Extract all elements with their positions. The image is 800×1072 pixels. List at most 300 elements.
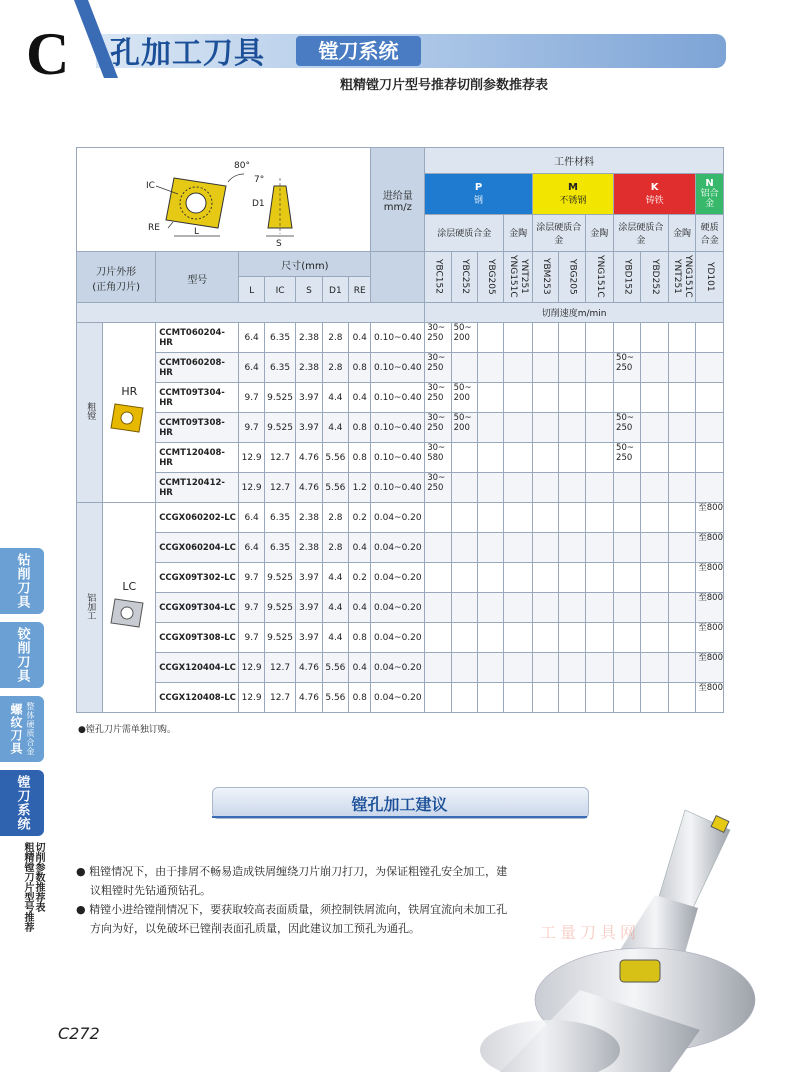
feed-value: 0.10~0.40 bbox=[371, 353, 425, 383]
speed-cell bbox=[478, 443, 504, 473]
speed-cell bbox=[478, 413, 504, 443]
speed-cell bbox=[585, 683, 613, 713]
speed-cell bbox=[668, 593, 695, 623]
diagram-l-label: L bbox=[193, 227, 199, 237]
speed-cell bbox=[559, 533, 585, 563]
speed-cell bbox=[559, 653, 585, 683]
speed-cell bbox=[425, 533, 451, 563]
group-n: N 铝合金 bbox=[696, 173, 724, 214]
speed-cell bbox=[559, 503, 585, 533]
speed-cell bbox=[559, 563, 585, 593]
speed-cell bbox=[696, 353, 724, 383]
dim-d1: 2.8 bbox=[322, 323, 348, 353]
speed-cell bbox=[585, 353, 613, 383]
speed-cell bbox=[641, 443, 668, 473]
speed-cell bbox=[425, 593, 451, 623]
dim-s: 4.76 bbox=[296, 653, 322, 683]
speed-cell bbox=[614, 473, 641, 503]
watermark-text: 工量刀具网 bbox=[540, 923, 641, 942]
diagram-s-label: S bbox=[275, 239, 282, 248]
dim-l: 9.7 bbox=[239, 383, 264, 413]
diagram-ic-label: IC bbox=[145, 181, 155, 191]
subgroup-k-carbide: 涂层硬质合金 bbox=[614, 214, 669, 251]
dim-l: 6.4 bbox=[239, 533, 264, 563]
speed-cell bbox=[504, 503, 532, 533]
shape-header: 刀片外形 (正角刀片) bbox=[77, 252, 156, 305]
dim-ic: 6.35 bbox=[264, 503, 295, 533]
speed-cell bbox=[668, 503, 695, 533]
speed-cell bbox=[641, 383, 668, 413]
dim-header: D1 bbox=[322, 277, 348, 305]
speed-cell bbox=[451, 503, 477, 533]
speed-cell bbox=[668, 383, 695, 413]
speed-cell bbox=[614, 563, 641, 593]
dim-l: 12.9 bbox=[239, 683, 264, 713]
speed-cell: 30~ 250 bbox=[425, 353, 451, 383]
speed-cell bbox=[585, 443, 613, 473]
speed-header: 切削速度m/min bbox=[425, 303, 724, 323]
dim-d1: 4.4 bbox=[322, 623, 348, 653]
dim-s: 3.97 bbox=[296, 593, 322, 623]
table-row bbox=[77, 323, 724, 353]
speed-cell bbox=[559, 323, 585, 353]
speed-cell bbox=[668, 443, 695, 473]
grade-header: YBD252 bbox=[641, 252, 668, 305]
speed-cell bbox=[425, 503, 451, 533]
model-code: CCMT060208-HR bbox=[156, 353, 239, 383]
speed-cell bbox=[641, 683, 668, 713]
subgroup-p-cermet: 金陶 bbox=[504, 214, 532, 251]
dim-re: 0.8 bbox=[349, 623, 371, 653]
advice-title: 镗孔加工建议 bbox=[351, 795, 448, 814]
dim-s: 3.97 bbox=[296, 563, 322, 593]
speed-cell bbox=[559, 473, 585, 503]
speed-cell bbox=[585, 563, 613, 593]
speed-cell bbox=[532, 683, 558, 713]
table-row bbox=[77, 623, 724, 653]
dim-ic: 9.525 bbox=[264, 413, 295, 443]
speed-cell bbox=[451, 473, 477, 503]
speed-cell bbox=[585, 473, 613, 503]
speed-cell bbox=[668, 413, 695, 443]
speed-cell bbox=[532, 593, 558, 623]
speed-cell bbox=[559, 683, 585, 713]
table-row bbox=[77, 563, 724, 593]
dim-re: 0.8 bbox=[349, 353, 371, 383]
insert-dimension-diagram bbox=[78, 148, 370, 248]
speed-cell bbox=[478, 563, 504, 593]
speed-cell bbox=[585, 383, 613, 413]
speed-cell: 50~ 200 bbox=[451, 323, 477, 353]
speed-cell bbox=[478, 653, 504, 683]
insert-parameter-table bbox=[76, 147, 724, 305]
feed-value: 0.04~0.20 bbox=[371, 533, 425, 563]
feed-value: 0.04~0.20 bbox=[371, 683, 425, 713]
grade-header: YBM253 bbox=[532, 252, 558, 305]
chapter-letter: C bbox=[26, 21, 70, 87]
speed-cell bbox=[504, 683, 532, 713]
subgroup-k-cermet: 金陶 bbox=[668, 214, 695, 251]
dim-l: 12.9 bbox=[239, 653, 264, 683]
feed-value: 0.10~0.40 bbox=[371, 413, 425, 443]
speed-cell bbox=[425, 623, 451, 653]
feed-value: 0.04~0.20 bbox=[371, 563, 425, 593]
side-tab-drilling[interactable]: 钻削刀具 bbox=[0, 548, 44, 614]
table-row bbox=[77, 533, 724, 563]
dim-s: 2.38 bbox=[296, 353, 322, 383]
speed-cell bbox=[451, 683, 477, 713]
speed-cell bbox=[614, 623, 641, 653]
speed-cell bbox=[614, 383, 641, 413]
speed-cell bbox=[614, 503, 641, 533]
speed-cell bbox=[585, 323, 613, 353]
speed-cell bbox=[504, 623, 532, 653]
speed-cell bbox=[478, 323, 504, 353]
speed-cell bbox=[451, 653, 477, 683]
speed-cell bbox=[532, 653, 558, 683]
speed-cell: 50~ 250 bbox=[614, 443, 641, 473]
dim-l: 6.4 bbox=[239, 323, 264, 353]
model-code: CCGX120404-LC bbox=[156, 653, 239, 683]
subgroup-m-cermet: 金陶 bbox=[585, 214, 613, 251]
speed-cell bbox=[425, 653, 451, 683]
speed-cell: 30~ 580 bbox=[425, 443, 451, 473]
speed-cell bbox=[451, 593, 477, 623]
dim-s: 2.38 bbox=[296, 533, 322, 563]
dim-l: 6.4 bbox=[239, 503, 264, 533]
model-code: CCMT09T308-HR bbox=[156, 413, 239, 443]
dim-re: 0.2 bbox=[349, 563, 371, 593]
dim-s: 3.97 bbox=[296, 413, 322, 443]
dim-l: 9.7 bbox=[239, 413, 264, 443]
dim-l: 12.9 bbox=[239, 443, 264, 473]
grade-header: YNT251 YNG151C bbox=[504, 252, 532, 305]
dim-ic: 9.525 bbox=[264, 623, 295, 653]
speed-cell bbox=[532, 323, 558, 353]
footnote: ●镗孔刀片需单独订购。 bbox=[78, 725, 176, 735]
insert-shape-hr: HR bbox=[103, 323, 156, 503]
speed-cell bbox=[614, 533, 641, 563]
speed-cell: 30~ 250 bbox=[425, 473, 451, 503]
speed-cell: 至800 bbox=[696, 683, 724, 713]
speed-cell bbox=[478, 383, 504, 413]
speed-cell bbox=[641, 623, 668, 653]
speed-cell bbox=[614, 653, 641, 683]
speed-cell bbox=[668, 533, 695, 563]
group-k: K 铸铁 bbox=[614, 173, 696, 214]
advice-bullet-1: ● 粗镗情况下，由于排屑不畅易造成铁屑缠绕刀片崩刀打刀，为保证粗镗孔安全加工，建 议粗镗时先钻通预钻孔。 bbox=[76, 865, 508, 897]
speed-cell bbox=[451, 533, 477, 563]
speed-cell bbox=[668, 323, 695, 353]
speed-cell bbox=[504, 653, 532, 683]
speed-cell bbox=[504, 443, 532, 473]
grade-header: YD101 bbox=[696, 252, 724, 305]
speed-cell bbox=[532, 563, 558, 593]
speed-cell: 至800 bbox=[696, 623, 724, 653]
speed-cell bbox=[532, 353, 558, 383]
dim-d1: 4.4 bbox=[322, 413, 348, 443]
bullet-dot: ● bbox=[76, 865, 90, 878]
speed-cell: 30~ 250 bbox=[425, 383, 451, 413]
speed-cell bbox=[641, 503, 668, 533]
speed-cell bbox=[559, 413, 585, 443]
dim-d1: 5.56 bbox=[322, 653, 348, 683]
speed-cell bbox=[641, 413, 668, 443]
speed-cell bbox=[641, 323, 668, 353]
speed-cell: 至800 bbox=[696, 533, 724, 563]
speed-cell bbox=[614, 683, 641, 713]
dim-ic: 6.35 bbox=[264, 533, 295, 563]
feed-value: 0.10~0.40 bbox=[371, 323, 425, 353]
dim-header: S bbox=[296, 277, 322, 305]
diagram-d1-label: D1 bbox=[251, 199, 265, 209]
feed-value: 0.04~0.20 bbox=[371, 503, 425, 533]
dim-l: 6.4 bbox=[239, 353, 264, 383]
page-number: C272 bbox=[58, 1024, 100, 1043]
speed-cell bbox=[478, 473, 504, 503]
dim-l: 9.7 bbox=[239, 593, 264, 623]
speed-cell bbox=[668, 653, 695, 683]
speed-cell bbox=[559, 593, 585, 623]
speed-cell: 30~ 250 bbox=[425, 323, 451, 353]
dim-l: 9.7 bbox=[239, 623, 264, 653]
side-subtitle: 切削参数推荐表 粗精镗刀片型号推荐 bbox=[22, 842, 44, 932]
material-header: 工件材料 bbox=[425, 148, 724, 174]
speed-cell bbox=[504, 473, 532, 503]
subgroup-p-carbide: 涂层硬质合金 bbox=[425, 214, 504, 251]
dim-ic: 12.7 bbox=[264, 683, 295, 713]
dim-header: L bbox=[239, 277, 264, 305]
speed-cell bbox=[478, 353, 504, 383]
speed-cell bbox=[478, 623, 504, 653]
bullet-dot: ● bbox=[76, 903, 90, 916]
speed-cell bbox=[696, 473, 724, 503]
model-code: CCMT060204-HR bbox=[156, 323, 239, 353]
table-row bbox=[77, 383, 724, 413]
speed-cell bbox=[641, 593, 668, 623]
speed-cell bbox=[641, 653, 668, 683]
dim-ic: 12.7 bbox=[264, 473, 295, 503]
speed-cell bbox=[668, 353, 695, 383]
insert-shape-lc: LC bbox=[103, 503, 156, 713]
dim-re: 0.4 bbox=[349, 383, 371, 413]
feed-value: 0.04~0.20 bbox=[371, 593, 425, 623]
speed-cell: 50~ 250 bbox=[614, 353, 641, 383]
model-code: CCGX060202-LC bbox=[156, 503, 239, 533]
speed-cell bbox=[585, 593, 613, 623]
table-row bbox=[77, 653, 724, 683]
group-p: P 钢 bbox=[425, 173, 533, 214]
subgroup-m-carbide: 涂层硬质合金 bbox=[532, 214, 585, 251]
dim-ic: 9.525 bbox=[264, 383, 295, 413]
speed-cell: 30~ 250 bbox=[425, 413, 451, 443]
advice-bullet-2: ● 精镗小进给镗削情况下，要获取较高表面质量，须控制铁屑流向，铁屑宜流向未加工孔 方向为好，以免破坏已镗削表面孔质量，因此建议加工预孔为通孔。 bbox=[76, 903, 508, 935]
side-tab-threading[interactable]: 螺纹刀具 整体硬质合金 bbox=[0, 696, 44, 762]
model-code: CCMT120408-HR bbox=[156, 443, 239, 473]
dim-re: 0.4 bbox=[349, 323, 371, 353]
speed-cell bbox=[532, 473, 558, 503]
feed-header-spacer bbox=[371, 252, 425, 305]
dim-re: 1.2 bbox=[349, 473, 371, 503]
model-header: 型号 bbox=[156, 252, 239, 305]
speed-cell bbox=[478, 503, 504, 533]
speed-cell bbox=[504, 593, 532, 623]
dim-d1: 5.56 bbox=[322, 473, 348, 503]
speed-cell bbox=[696, 443, 724, 473]
insert-diagram-cell bbox=[77, 148, 371, 252]
dim-s: 4.76 bbox=[296, 443, 322, 473]
speed-cell bbox=[641, 533, 668, 563]
speed-cell bbox=[559, 383, 585, 413]
speed-cell bbox=[451, 443, 477, 473]
table-row bbox=[77, 503, 724, 533]
speed-cell bbox=[504, 323, 532, 353]
speed-cell bbox=[668, 473, 695, 503]
speed-cell bbox=[504, 533, 532, 563]
dim-d1: 4.4 bbox=[322, 383, 348, 413]
table-row bbox=[77, 593, 724, 623]
dim-s: 4.76 bbox=[296, 473, 322, 503]
diagram-re-label: RE bbox=[147, 223, 160, 233]
lc-insert-icon bbox=[109, 593, 149, 633]
model-code: CCGX09T308-LC bbox=[156, 623, 239, 653]
speed-cell bbox=[585, 653, 613, 683]
model-code: CCGX120408-LC bbox=[156, 683, 239, 713]
grade-header: YNG151C YNT251 bbox=[668, 252, 695, 305]
dim-ic: 12.7 bbox=[264, 443, 295, 473]
speed-cell bbox=[585, 503, 613, 533]
speed-cell bbox=[504, 413, 532, 443]
speed-cell bbox=[451, 623, 477, 653]
speed-cell bbox=[585, 623, 613, 653]
dim-d1: 2.8 bbox=[322, 353, 348, 383]
diagram-angle-80: 80° bbox=[233, 161, 250, 171]
grade-header: YBC252 bbox=[451, 252, 477, 305]
speed-cell bbox=[559, 353, 585, 383]
speed-cell bbox=[641, 473, 668, 503]
dim-header: IC bbox=[264, 277, 295, 305]
grade-header: YBC152 bbox=[425, 252, 451, 305]
speed-cell bbox=[585, 533, 613, 563]
model-code: CCMT09T304-HR bbox=[156, 383, 239, 413]
dim-d1: 4.4 bbox=[322, 563, 348, 593]
table-row bbox=[77, 683, 724, 713]
insert-parameter-table-body bbox=[76, 302, 724, 713]
speed-cell: 至800 bbox=[696, 503, 724, 533]
speed-cell bbox=[668, 563, 695, 593]
feed-value: 0.10~0.40 bbox=[371, 473, 425, 503]
speed-cell bbox=[425, 683, 451, 713]
speed-cell bbox=[585, 413, 613, 443]
dim-s: 2.38 bbox=[296, 323, 322, 353]
speed-cell: 50~ 250 bbox=[614, 413, 641, 443]
speed-cell: 至800 bbox=[696, 653, 724, 683]
dim-re: 0.4 bbox=[349, 653, 371, 683]
dim-d1: 2.8 bbox=[322, 503, 348, 533]
diagram-angle-7: 7° bbox=[253, 175, 264, 185]
dim-ic: 9.525 bbox=[264, 563, 295, 593]
speed-cell bbox=[504, 353, 532, 383]
section-label-roughing: 粗镗 bbox=[77, 323, 103, 503]
speed-cell bbox=[668, 623, 695, 653]
speed-cell bbox=[532, 383, 558, 413]
dim-d1: 2.8 bbox=[322, 533, 348, 563]
table-row bbox=[77, 473, 724, 503]
dim-re: 0.2 bbox=[349, 503, 371, 533]
feed-value: 0.10~0.40 bbox=[371, 383, 425, 413]
speed-cell bbox=[559, 623, 585, 653]
dim-s: 3.97 bbox=[296, 383, 322, 413]
grade-header: YBD152 bbox=[614, 252, 641, 305]
section-tab: 镗刀系统 bbox=[296, 36, 421, 66]
feed-header: 进给量 mm/z bbox=[371, 148, 425, 252]
dim-d1: 4.4 bbox=[322, 593, 348, 623]
side-tab-reaming[interactable]: 铰削刀具 bbox=[0, 622, 44, 688]
speed-cell: 至800 bbox=[696, 563, 724, 593]
speed-cell bbox=[696, 413, 724, 443]
group-m: M 不锈钢 bbox=[532, 173, 613, 214]
grade-header: YBG205 bbox=[478, 252, 504, 305]
model-code: CCGX09T304-LC bbox=[156, 593, 239, 623]
speed-cell: 至800 bbox=[696, 593, 724, 623]
side-tab-boring[interactable]: 镗刀系统 bbox=[0, 770, 44, 836]
dim-re: 0.8 bbox=[349, 413, 371, 443]
speed-cell bbox=[559, 443, 585, 473]
speed-cell bbox=[532, 623, 558, 653]
section-description: 粗精镗刀片型号推荐切削参数推荐表 bbox=[340, 78, 549, 93]
table-row bbox=[77, 413, 724, 443]
speed-cell: 50~ 200 bbox=[451, 383, 477, 413]
speed-cell bbox=[478, 593, 504, 623]
dim-d1: 5.56 bbox=[322, 443, 348, 473]
model-code: CCGX09T302-LC bbox=[156, 563, 239, 593]
grade-header: YBG205 bbox=[559, 252, 585, 305]
speed-cell bbox=[532, 443, 558, 473]
speed-cell bbox=[614, 593, 641, 623]
table-row bbox=[77, 443, 724, 473]
model-code: CCGX060204-LC bbox=[156, 533, 239, 563]
feed-value: 0.10~0.40 bbox=[371, 443, 425, 473]
speed-cell bbox=[532, 413, 558, 443]
table-row bbox=[77, 353, 724, 383]
size-header: 尺寸(mm) bbox=[239, 252, 371, 277]
dim-l: 12.9 bbox=[239, 473, 264, 503]
speed-cell bbox=[478, 683, 504, 713]
dim-re: 0.4 bbox=[349, 533, 371, 563]
dim-re: 0.8 bbox=[349, 443, 371, 473]
speed-cell bbox=[478, 533, 504, 563]
section-label-aluminum: 铝加工 bbox=[77, 503, 103, 713]
speed-cell bbox=[696, 383, 724, 413]
speed-cell bbox=[451, 353, 477, 383]
dim-l: 9.7 bbox=[239, 563, 264, 593]
feed-value: 0.04~0.20 bbox=[371, 653, 425, 683]
dim-ic: 6.35 bbox=[264, 323, 295, 353]
model-code: CCMT120412-HR bbox=[156, 473, 239, 503]
dim-ic: 9.525 bbox=[264, 593, 295, 623]
speed-cell bbox=[668, 683, 695, 713]
page-title: 孔加工刀具 bbox=[110, 36, 265, 71]
dim-re: 0.8 bbox=[349, 683, 371, 713]
subgroup-n-carbide: 硬质合金 bbox=[696, 214, 724, 251]
dim-ic: 12.7 bbox=[264, 653, 295, 683]
speed-cell bbox=[425, 563, 451, 593]
feed-value: 0.04~0.20 bbox=[371, 623, 425, 653]
speed-cell bbox=[696, 323, 724, 353]
grade-header: YNG151C bbox=[585, 252, 613, 305]
speed-cell bbox=[614, 323, 641, 353]
dim-re: 0.4 bbox=[349, 593, 371, 623]
